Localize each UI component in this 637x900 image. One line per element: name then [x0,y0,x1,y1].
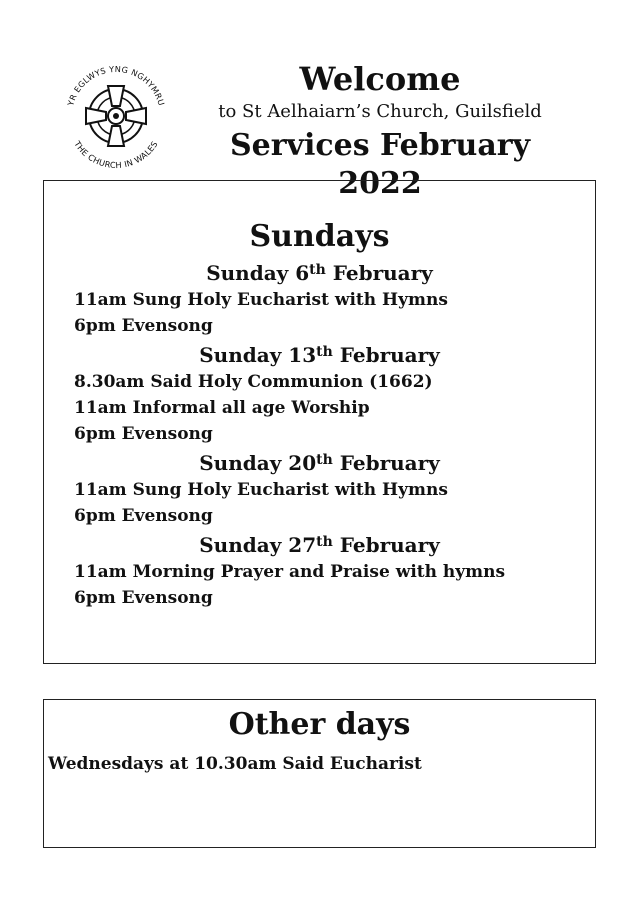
sunday-heading [44,449,595,477]
ordinal-suffix: th [316,452,333,468]
service-line: 6pm Evensong [74,506,213,526]
sunday-heading [44,259,595,287]
service-line: 6pm Evensong [74,316,213,336]
sundays-title: Sundays [249,219,390,254]
service-line: 11am Informal all age Worship [74,398,370,418]
ordinal-suffix: th [316,344,333,360]
service-line: 11am Morning Prayer and Praise with hymns [74,562,506,582]
sundays-box [43,180,596,664]
welcome-heading: Welcome [299,60,461,98]
other-days-line: Wednesdays at 10.30am Said Eucharist [48,754,422,774]
ordinal-suffix: th [316,534,333,550]
sunday-day: Sunday 27 [199,533,317,557]
sunday-month: February [339,533,440,557]
sunday-month: February [339,451,440,475]
sunday-day: Sunday 20 [199,451,317,475]
service-line: 6pm Evensong [74,588,213,608]
sunday-block [44,531,595,611]
logo-top-text: YR EGLWYS YNG NGHYMRU [65,63,167,107]
sunday-month: February [339,343,440,367]
other-days-title: Other days [228,707,411,742]
service-line: 11am Sung Holy Eucharist with Hymns [74,290,448,310]
sunday-day: Sunday 6 [206,261,310,285]
sunday-heading [44,531,595,559]
sunday-day: Sunday 13 [199,343,317,367]
services-heading: Services February 2022 [229,128,531,201]
sunday-block [44,449,595,529]
sunday-block [44,259,595,339]
service-line: 8.30am Said Holy Communion (1662) [74,372,433,392]
ordinal-suffix: th [309,262,326,278]
service-line: 6pm Evensong [74,424,213,444]
other-days-box [43,699,596,848]
sunday-month: February [332,261,433,285]
sunday-heading [44,341,595,369]
sunday-block [44,341,595,447]
service-line: 11am Sung Holy Eucharist with Hymns [74,480,448,500]
church-in-wales-logo [58,58,174,174]
church-subtitle: to St Aelhaiarn’s Church, Guilsfield [218,101,542,122]
celtic-cross-icon [58,58,174,174]
sunday-list [44,259,595,611]
logo-bottom-text: THE CHURCH IN WALES [72,139,160,171]
